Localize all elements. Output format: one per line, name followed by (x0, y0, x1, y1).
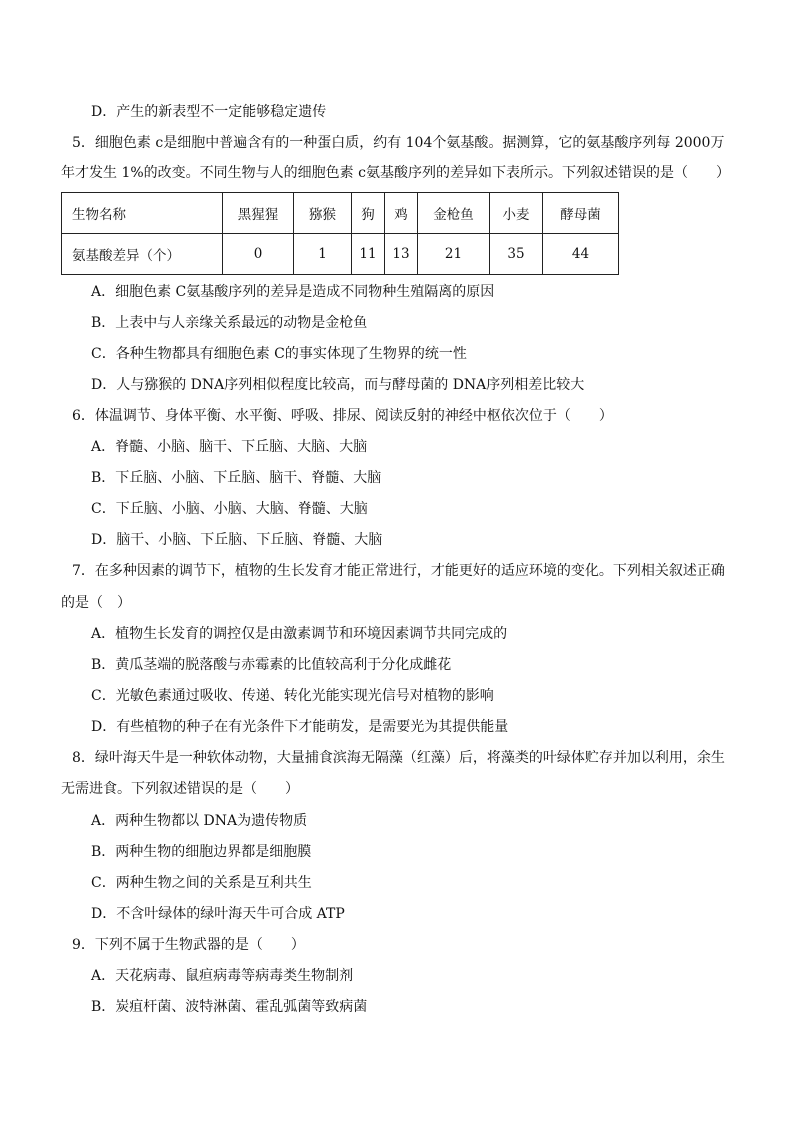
q8-option-b: B．两种生物的细胞边界都是细胞膜 (91, 844, 312, 860)
q6-option-b: B．下丘脑、小脑、下丘脑、脑干、脊髓、大脑 (91, 470, 382, 486)
table-cell: 35 (490, 234, 543, 275)
q5-stem-line-2: 年才发生 1%的改变。不同生物与人的细胞色素 c氨基酸序列的差异如下表所示。下列叙述错误的是（ ） (61, 165, 730, 181)
q8-stem-line-2: 无需进食。下列叙述错误的是（ ） (61, 781, 299, 797)
table-cell: 猕猴 (294, 193, 352, 234)
table-cell: 11 (352, 234, 385, 275)
table-cell: 44 (543, 234, 619, 275)
table-cell: 生物名称 (62, 193, 223, 234)
table-cell: 氨基酸差异（个） (62, 234, 223, 275)
q7-option-a: A．植物生长发育的调控仅是由激素调节和环境因素调节共同完成的 (91, 626, 508, 642)
q5-stem-line-1: 5．细胞色素 c是细胞中普遍含有的一种蛋白质，约有 104个氨基酸。据测算，它的氨基酸序列每 2000万 (72, 135, 725, 151)
q7-option-c: C．光敏色素通过吸收、传递、转化光能实现光信号对植物的影响 (91, 688, 494, 704)
q8-option-d: D．不含叶绿体的绿叶海天牛可合成 ATP (91, 906, 345, 922)
q5-option-c: C．各种生物都具有细胞色素 C的事实体现了生物界的统一性 (91, 346, 467, 362)
table-cell: 13 (385, 234, 418, 275)
cytochrome-c-table (61, 192, 619, 275)
table-cell: 酵母菌 (543, 193, 619, 234)
table-header-row (62, 193, 619, 234)
q7-stem-line-2: 的是（ ） (61, 595, 131, 611)
q8-option-a: A．两种生物都以 DNA为遗传物质 (91, 813, 308, 829)
q6-option-a: A．脊髓、小脑、脑干、下丘脑、大脑、大脑 (91, 439, 368, 455)
q5-option-d: D．人与猕猴的 DNA序列相似程度比较高，而与酵母菌的 DNA序列相差比较大 (91, 377, 585, 393)
table-cell: 小麦 (490, 193, 543, 234)
table-cell: 0 (223, 234, 294, 275)
table-cell: 21 (418, 234, 490, 275)
q7-option-b: B．黄瓜茎端的脱落酸与赤霉素的比值较高利于分化成雌花 (91, 657, 452, 673)
q8-stem-line-1: 8．绿叶海天牛是一种软体动物，大量捕食滨海无隔藻（红藻）后，将藻类的叶绿体贮存并加以利用，余生 (72, 750, 725, 766)
q4-option-d: D．产生的新表型不一定能够稳定遗传 (91, 104, 327, 120)
q7-option-d: D．有些植物的种子在有光条件下才能萌发，是需要光为其提供能量 (91, 719, 509, 735)
q7-stem-line-1: 7．在多种因素的调节下，植物的生长发育才能正常进行，才能更好的适应环境的变化。下列相关叙述正确 (72, 563, 725, 579)
table-cell: 1 (294, 234, 352, 275)
q6-option-d: D．脑干、小脑、下丘脑、下丘脑、脊髓、大脑 (91, 532, 383, 548)
q8-option-c: C．两种生物之间的关系是互利共生 (91, 875, 312, 891)
q6-option-c: C．下丘脑、小脑、小脑、大脑、脊髓、大脑 (91, 501, 368, 517)
table-cell: 狗 (352, 193, 385, 234)
q6-stem: 6．体温调节、身体平衡、水平衡、呼吸、排尿、阅读反射的神经中枢依次位于（ ） (72, 408, 613, 424)
q9-stem: 9．下列不属于生物武器的是（ ） (72, 937, 305, 953)
q5-option-b: B．上表中与人亲缘关系最远的动物是金枪鱼 (91, 315, 368, 331)
q5-option-a: A．细胞色素 C氨基酸序列的差异是造成不同物种生殖隔离的原因 (91, 284, 495, 300)
table-row (62, 234, 619, 275)
q9-option-b: B．炭疽杆菌、波特淋菌、霍乱弧菌等致病菌 (91, 999, 368, 1015)
table-cell: 鸡 (385, 193, 418, 234)
q9-option-a: A．天花病毒、鼠疸病毒等病毒类生物制剂 (91, 968, 354, 984)
table-cell: 黑猩猩 (223, 193, 294, 234)
table-cell: 金枪鱼 (418, 193, 490, 234)
